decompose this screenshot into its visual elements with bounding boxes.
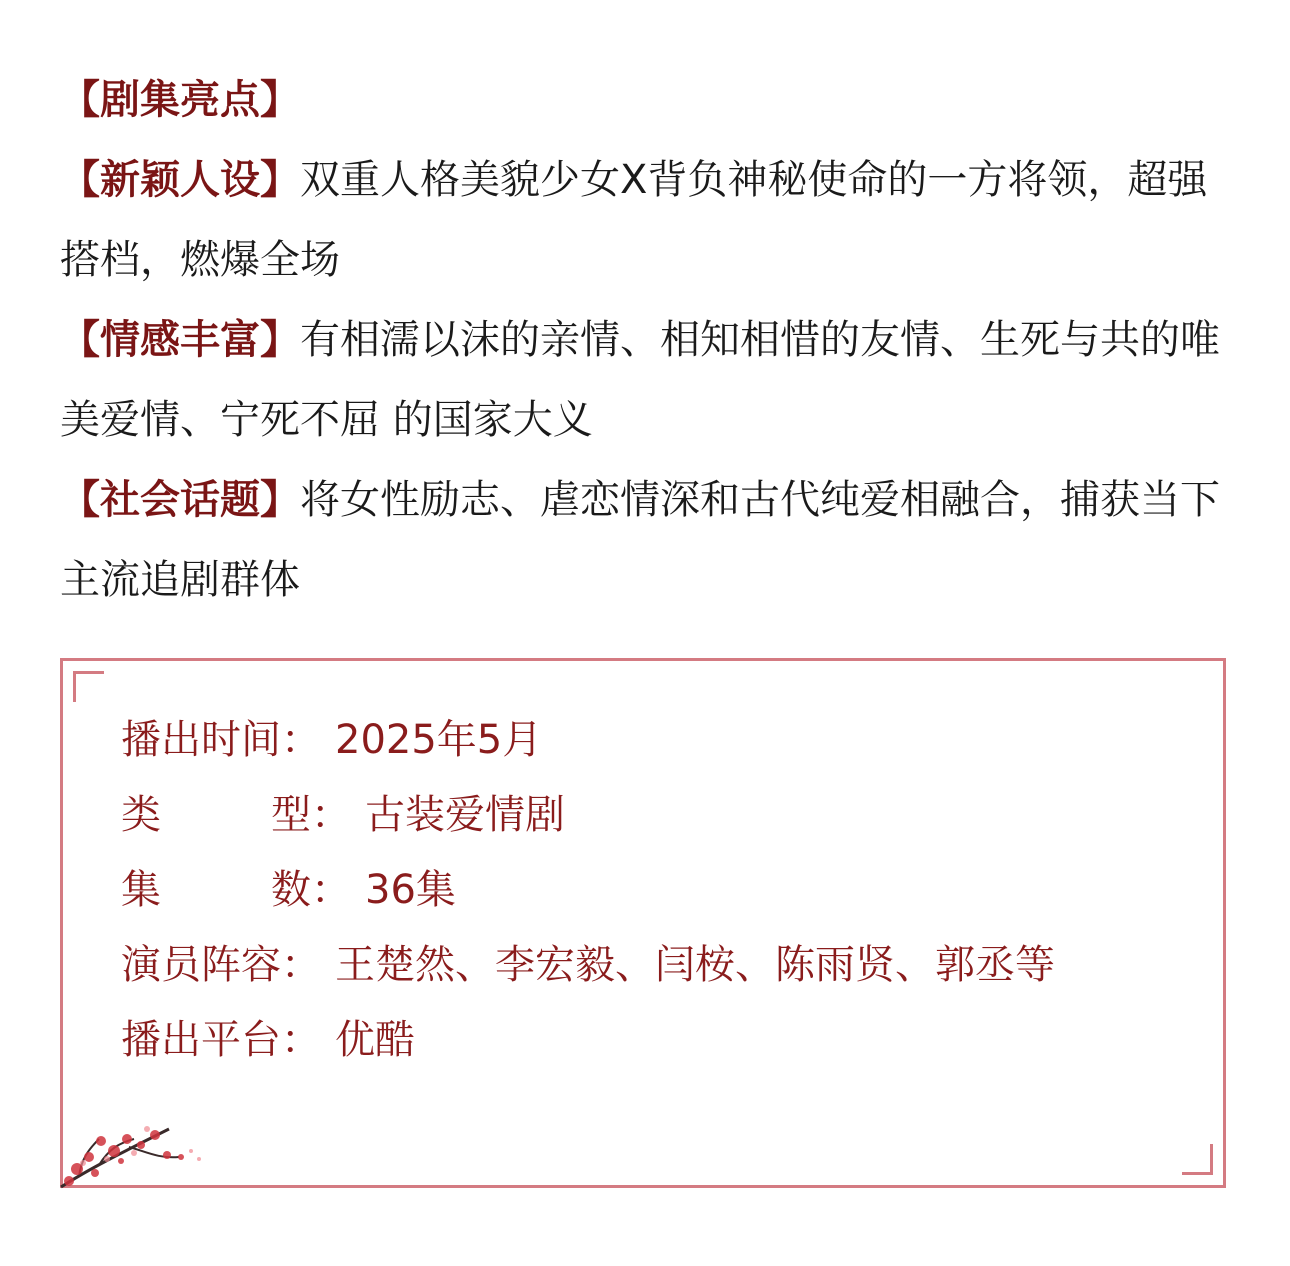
info-row-episodes xyxy=(121,853,1181,928)
info-label: 播出平台： xyxy=(121,1017,321,1063)
info-row-cast xyxy=(121,928,1181,1003)
info-label xyxy=(121,778,351,853)
highlight-item-social xyxy=(60,460,1240,620)
highlight-item-persona xyxy=(60,140,1240,300)
plum-blossom-icon xyxy=(59,1099,209,1189)
highlight-tag: 【新颖人设】 xyxy=(60,157,300,203)
highlight-text: 有相濡以沫的亲情、相知相惜的友情、生死与共的唯美爱情、宁死不屈 的国家大义 xyxy=(60,317,1220,443)
info-card xyxy=(60,658,1226,1188)
info-value: 优酷 xyxy=(335,1017,415,1063)
highlight-text: 双重人格美貌少女X背负神秘使命的一方将领，超强搭档，燃爆全场 xyxy=(60,157,1208,283)
label-char: 型 xyxy=(271,792,311,838)
info-list xyxy=(121,703,1181,1078)
label-char: 数 xyxy=(271,867,311,913)
label-colon: ： xyxy=(311,792,351,838)
info-row-genre xyxy=(121,778,1181,853)
highlights-section xyxy=(60,60,1240,620)
corner-decoration-bottom-right xyxy=(1182,1144,1213,1175)
label-char: 集 xyxy=(121,867,161,913)
info-value: 36集 xyxy=(365,867,456,913)
info-value: 王楚然、李宏毅、闫桉、陈雨贤、郭丞等 xyxy=(335,942,1055,988)
info-row-air-time xyxy=(121,703,1181,778)
info-label: 播出时间： xyxy=(121,717,321,763)
corner-decoration-top-left xyxy=(73,671,104,702)
info-value: 古装爱情剧 xyxy=(365,792,565,838)
info-label: 演员阵容： xyxy=(121,942,321,988)
highlight-text: 将女性励志、虐恋情深和古代纯爱相融合，捕获当下主流追剧群体 xyxy=(60,477,1220,603)
info-row-platform xyxy=(121,1003,1181,1078)
highlight-tag: 【情感丰富】 xyxy=(60,317,300,363)
highlights-title: 【剧集亮点】 xyxy=(60,77,300,123)
info-value: 2025年5月 xyxy=(335,717,543,763)
highlight-tag: 【社会话题】 xyxy=(60,477,300,523)
highlight-item-emotion xyxy=(60,300,1240,460)
info-label xyxy=(121,853,351,928)
label-char: 类 xyxy=(121,792,161,838)
label-colon: ： xyxy=(311,867,351,913)
